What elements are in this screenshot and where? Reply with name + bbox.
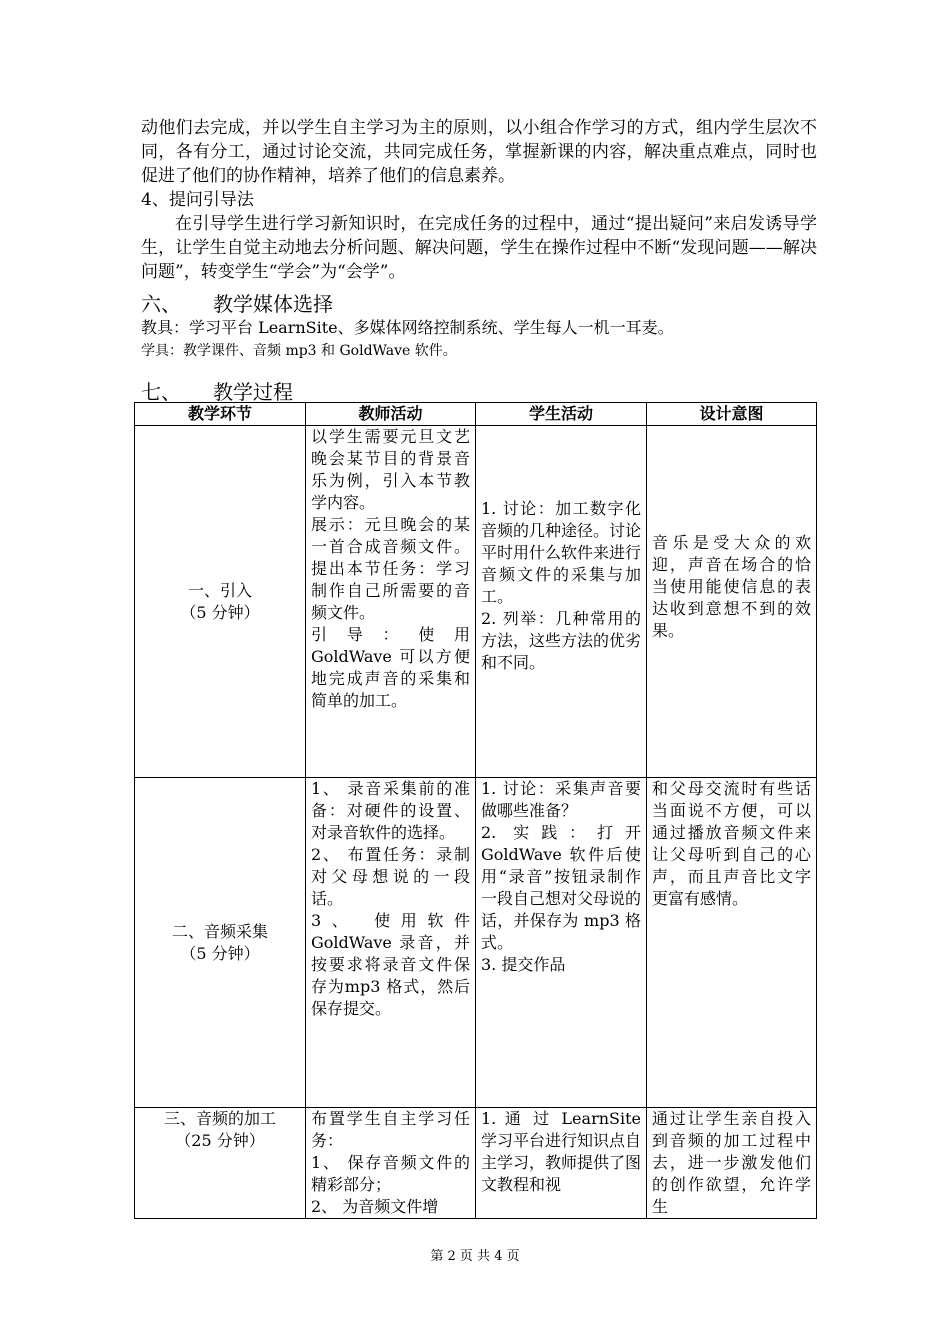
header-student-activity: 学生活动 xyxy=(476,403,647,426)
method-heading-questioning: 4、提问引导法 xyxy=(141,190,254,210)
section-six-number: 六、 xyxy=(141,292,181,316)
stage-label: 一、引入 （5 分钟） xyxy=(180,580,260,622)
student-activity-text: 1. 讨论：采集声音要做哪些准备？ 2. 实践：打开 GoldWave 软件后使用“录音”按钮录制作一段自己想对父母说的话，并保存为 mp3 格式。 3. 提交作品 xyxy=(481,779,642,974)
intro-text xyxy=(141,116,817,284)
teacher-activity-text: 以学生需要元旦文艺晚会某节目的背景音乐为例，引入本节教学内容。 展示：元旦晚会的某一首合成音频文件。提出本节任务：学习制作自己所需要的音频文件。 引导：使用 GoldWave 可以方便地完成声音的采集和简单的加工。 xyxy=(311,427,470,710)
page-number-footer: 第 2 页 共 4 页 xyxy=(430,1249,520,1264)
table-header-row xyxy=(135,403,817,426)
table-row xyxy=(135,426,817,778)
section-seven-number: 七、 xyxy=(141,380,181,404)
section-six-heading xyxy=(141,292,333,316)
student-activity-text: 1. 通 过 LearnSite 学习平台进行知识点自主学习，教师提供了图文教程和视 xyxy=(481,1109,642,1194)
teaching-process-table xyxy=(134,402,817,1219)
section-seven-title: 教学过程 xyxy=(213,380,293,404)
design-intent-cell xyxy=(647,426,817,778)
teaching-tools-line: 教具：学习平台 LearnSite、多媒体网络控制系统、学生每人一机一耳麦。 xyxy=(141,318,674,337)
student-activity-text: 1. 讨论：加工数字化音频的几种途径。讨论平时用什么软件来进行音频文件的采集与加工。 2. 列举：几种常用的方法，这些方法的优劣和不同。 xyxy=(481,499,642,672)
header-stage: 教学环节 xyxy=(135,403,306,426)
design-intent-text: 和父母交流时有些话当面说不方便，可以通过播放音频文件来让父母听到自己的心声，而且声音比文字更富有感情。 xyxy=(652,779,811,908)
design-intent-text: 通过让学生亲自投入到音频的加工过程中去，进一步激发他们的创作欲望，允许学生 xyxy=(652,1109,811,1216)
learning-tools-line: 学具：教学课件、音频 mp3 和 GoldWave 软件。 xyxy=(141,343,457,359)
teacher-activity-cell xyxy=(306,778,476,1108)
section-six-title: 教学媒体选择 xyxy=(213,292,333,316)
table-row xyxy=(135,1108,817,1219)
header-teacher-activity: 教师活动 xyxy=(306,403,476,426)
teacher-activity-cell xyxy=(306,1108,476,1219)
student-activity-cell xyxy=(476,778,647,1108)
design-intent-cell xyxy=(647,1108,817,1219)
teacher-activity-cell xyxy=(306,426,476,778)
design-intent-text: 音乐是受大众的欢迎，声音在场合的恰当使用能使信息的表达收到意想不到的效果。 xyxy=(652,533,811,640)
paragraph-questioning: 在引导学生进行学习新知识时，在完成任务的过程中，通过“提出疑问”来启发诱导学生，让学生自觉主动地去分析问题、解决问题，学生在操作过程中不断“发现问题——解决问题”，转变学生“学会”为“会学”。 xyxy=(141,214,817,282)
student-activity-cell xyxy=(476,1108,647,1219)
teacher-activity-text: 布置学生自主学习任务： 1、 保存音频文件的精彩部分； 2、 为音频文件增 xyxy=(311,1109,470,1216)
design-intent-cell xyxy=(647,778,817,1108)
student-activity-cell xyxy=(476,426,647,778)
stage-label: 三、音频的加工 （25 分钟） xyxy=(163,1109,276,1150)
header-design-intent: 设计意图 xyxy=(647,403,817,426)
stage-cell xyxy=(135,1108,306,1219)
stage-cell xyxy=(135,778,306,1108)
paragraph-cooperation: 动他们去完成，并以学生自主学习为主的原则，以小组合作学习的方式，组内学生层次不同，各有分工，通过讨论交流，共同完成任务，掌握新课的内容，解决重点难点，同时也促进了他们的协作精神，培养了他们的信息素养。 xyxy=(141,118,817,186)
table-row xyxy=(135,778,817,1108)
teacher-activity-text: 1、 录音采集前的准备：对硬件的设置、对录音软件的选择。 2、 布置任务：录制对父母想说的一段话。 3、 使用软件 GoldWave 录音，并按要求将录音文件保存为mp3 格式，然后保存提交。 xyxy=(311,779,470,1018)
section-seven-heading xyxy=(141,380,293,404)
stage-cell xyxy=(135,426,306,778)
stage-label: 二、音频采集 （5 分钟） xyxy=(171,921,268,963)
